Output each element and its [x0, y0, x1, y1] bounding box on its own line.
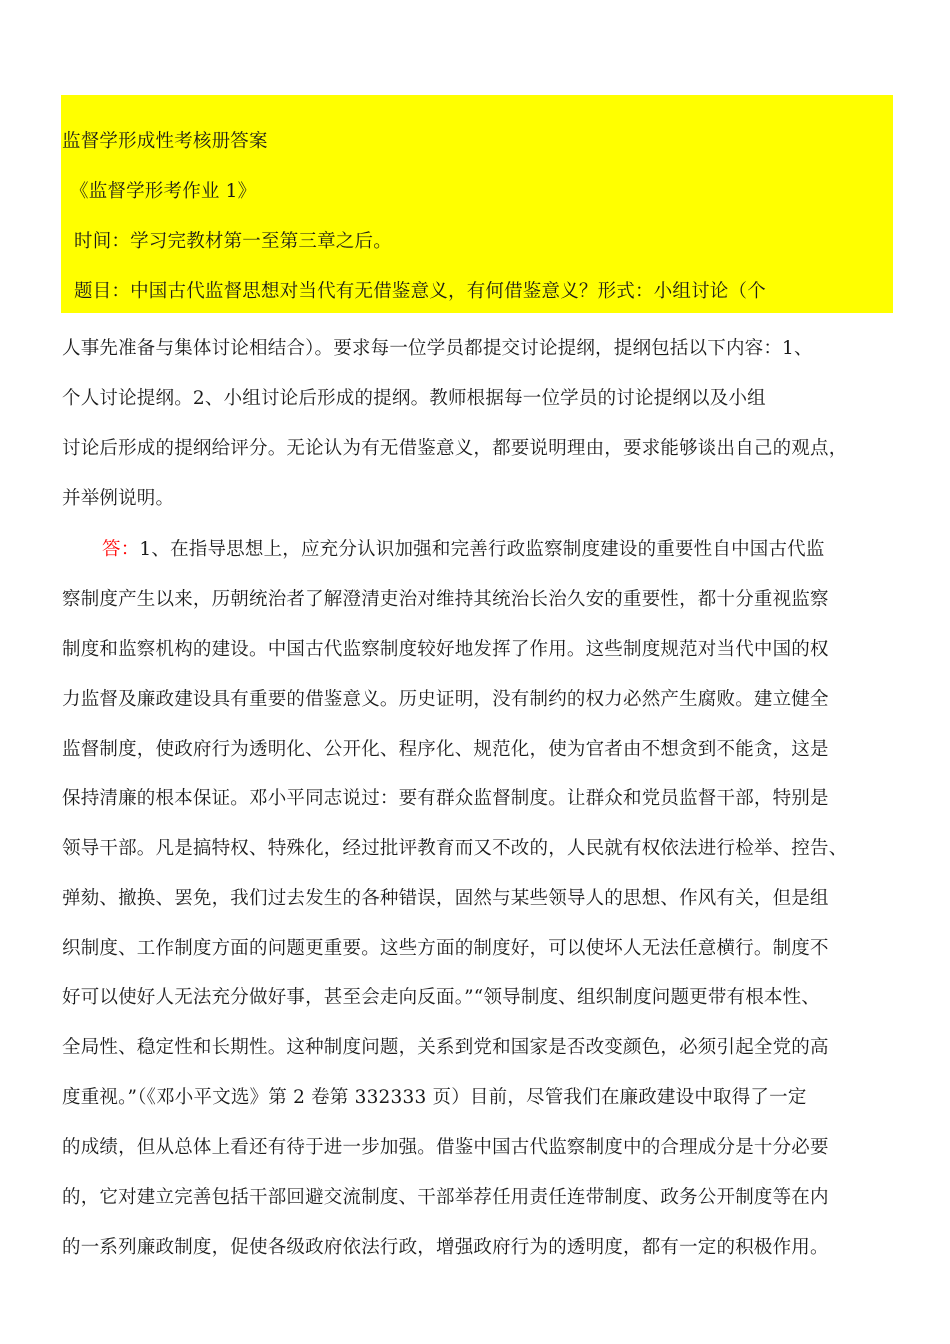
topic-line: 并举例说明。 [62, 488, 175, 509]
answer-label: 答： [102, 539, 140, 560]
topic-line: 个人讨论提纲。2、小组讨论后形成的提纲。教师根据每一位学员的讨论提纲以及小组 [62, 388, 766, 409]
answer-line: 察制度产生以来，历朝统治者了解澄清吏治对维持其统治长治久安的重要性，都十分重视监察 [62, 589, 829, 610]
answer-line: 制度和监察机构的建设。中国古代监察制度较好地发挥了作用。这些制度规范对当代中国的权 [62, 639, 829, 660]
answer-line: 领导干部。凡是搞特权、特殊化，经过批评教育而又不改的，人民就有权依法进行检举、控告、 [62, 838, 848, 859]
answer-line: 力监督及廉政建设具有重要的借鉴意义。历史证明，没有制约的权力必然产生腐败。建立健全 [62, 689, 829, 710]
answer-line: 弹劾、撤换、罢免，我们过去发生的各种错误，固然与某些领导人的思想、作风有关，但是组 [62, 888, 829, 909]
answer-first-line-text: 1、在指导思想上，应充分认识加强和完善行政监察制度建设的重要性自中国古代监 [139, 539, 825, 560]
answer-first-line [102, 538, 825, 562]
answer-line: 度重视。”（《邓小平文选》第 2 卷第 332333 页）目前，尽管我们在廉政建设中取得了一定 [62, 1087, 807, 1108]
answer-line: 的成绩，但从总体上看还有待于进一步加强。借鉴中国古代监察制度中的合理成分是十分必要 [62, 1137, 829, 1158]
answer-line: 全局性、稳定性和长期性。这种制度问题，关系到党和国家是否改变颜色，必须引起全党的高 [62, 1037, 829, 1058]
answer-line: 监督制度，使政府行为透明化、公开化、程序化、规范化，使为官者由不想贪到不能贪，这是 [62, 739, 829, 760]
topic-line: 讨论后形成的提纲给评分。无论认为有无借鉴意义，都要说明理由，要求能够谈出自己的观点， [62, 438, 848, 459]
assignment-title: 《监督学形考作业 1》 [70, 181, 257, 202]
time-line: 时间：学习完教材第一至第三章之后。 [74, 231, 392, 252]
answer-line: 织制度、工作制度方面的问题更重要。这些方面的制度好，可以使坏人无法任意横行。制度不 [62, 938, 829, 959]
topic-line: 人事先准备与集体讨论相结合）。要求每一位学员都提交讨论提纲，提纲包括以下内容：1、 [62, 338, 813, 359]
answer-line: 好可以使好人无法充分做好事，甚至会走向反面。”“领导制度、组织制度问题更带有根本性、 [62, 987, 821, 1008]
topic-line: 题目：中国古代监督思想对当代有无借鉴意义，有何借鉴意义？形式：小组讨论（个 [74, 281, 766, 302]
document-title: 监督学形成性考核册答案 [62, 131, 268, 152]
answer-line: 的一系列廉政制度，促使各级政府依法行政，增强政府行为的透明度，都有一定的积极作用。 [62, 1237, 829, 1258]
answer-line: 保持清廉的根本保证。邓小平同志说过：要有群众监督制度。让群众和党员监督干部，特别是 [62, 788, 829, 809]
answer-line: 的，它对建立完善包括干部回避交流制度、干部举荐任用责任连带制度、政务公开制度等在内 [62, 1187, 829, 1208]
